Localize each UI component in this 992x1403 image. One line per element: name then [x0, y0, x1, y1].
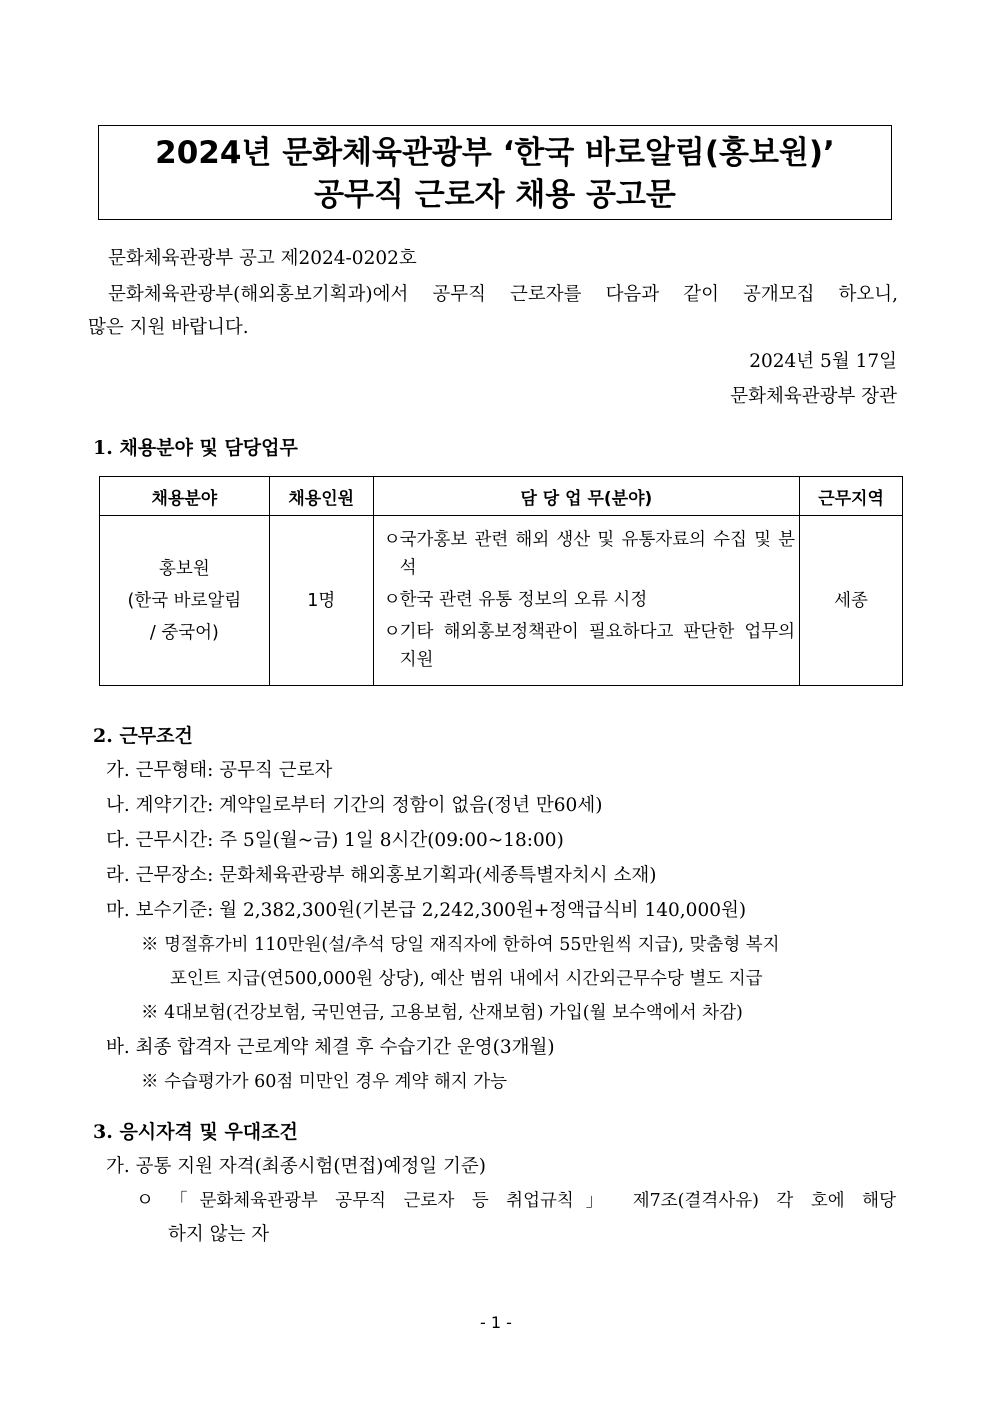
bullet-mark: ㅇ — [383, 589, 401, 610]
field-line: 홍보원 — [159, 558, 210, 579]
condition-item: 나. 계약기간: 계약일로부터 기간의 정함이 없음(정년 만60세) — [106, 795, 603, 816]
bullet-mark: ㅇ — [383, 529, 401, 550]
header-count: 채용인원 — [269, 477, 373, 516]
qualification-bullet-line-1: 「문화체육관광부 공무직 근로자 등 취업규칙」 제7조(결격사유) 각 호에 해당 — [170, 1191, 896, 1211]
intro-line-1: 문화체육관광부(해외홍보기획과)에서 공무직 근로자를 다음과 같이 공개모집 하오니, — [108, 284, 898, 305]
qualification-bullet-line-2: 하지 않는 자 — [168, 1224, 270, 1245]
title-box — [98, 125, 892, 220]
field-line: (한국 바로알림 — [127, 590, 242, 611]
duty-text: 한국 관련 유통 정보의 오류 시정 — [399, 589, 648, 610]
header-field: 채용분야 — [100, 477, 270, 516]
condition-item-probation: 바. 최종 합격자 근로계약 체결 후 수습기간 운영(3개월) — [106, 1037, 555, 1058]
recruitment-table — [99, 476, 903, 686]
duty-text: 기타 해외홍보정책관이 필요하다고 판단한 업무의 지원 — [399, 621, 796, 670]
note-insurance: ※ 4대보험(건강보험, 국민연금, 고용보험, 산재보험) 가입(월 보수액에서 차감) — [141, 1003, 743, 1023]
condition-item: 라. 근무장소: 문화체육관광부 해외홍보기획과(세종특별자치시 소재) — [106, 865, 657, 886]
header-location: 근무지역 — [800, 477, 903, 516]
intro-line-2: 많은 지원 바랍니다. — [88, 317, 249, 338]
note-holiday-line-1: ※ 명절휴가비 110만원(설/추석 당일 재직자에 한하여 55만원씩 지급), 맞춤형 복지 — [141, 935, 780, 955]
table-header-row — [100, 477, 903, 516]
duty-item — [384, 586, 795, 614]
table-row — [100, 516, 903, 686]
cell-duties — [373, 516, 799, 686]
cell-location: 세종 — [800, 516, 903, 686]
duty-item — [384, 526, 795, 582]
cell-count: 1명 — [269, 516, 373, 686]
cell-field — [100, 516, 270, 686]
bullet-mark: ㅇ — [136, 1190, 154, 1211]
title-line-1: 2024년 문화체육관광부 ‘한국 바로알림(홍보원)’ — [155, 135, 835, 171]
notice-number: 문화체육관광부 공고 제2024-0202호 — [108, 248, 417, 269]
duty-item — [384, 618, 795, 674]
condition-item: 가. 근무형태: 공무직 근로자 — [106, 760, 333, 781]
qualification-item: 가. 공통 지원 자격(최종시험(면접)예정일 기준) — [106, 1156, 486, 1177]
section-2-heading: 2. 근무조건 — [93, 725, 193, 747]
notice-date: 2024년 5월 17일 — [749, 351, 897, 372]
page-number: - 1 - — [480, 1313, 512, 1332]
field-line: / 중국어) — [149, 622, 219, 643]
note-probation: ※ 수습평가가 60점 미만인 경우 계약 해지 가능 — [141, 1072, 508, 1092]
bullet-mark: ㅇ — [383, 621, 401, 642]
issuer: 문화체육관광부 장관 — [730, 386, 897, 407]
note-holiday-line-2: 포인트 지급(연500,000원 상당), 예산 범위 내에서 시간외근무수당 별도 지급 — [170, 969, 763, 989]
condition-item: 마. 보수기준: 월 2,382,300원(기본급 2,242,300원+정액급식비 140,000원) — [106, 900, 747, 921]
section-1-heading: 1. 채용분야 및 담당업무 — [93, 437, 298, 459]
duty-text: 국가홍보 관련 해외 생산 및 유통자료의 수집 및 분석 — [399, 529, 796, 578]
title-line-2: 공무직 근로자 채용 공고문 — [314, 177, 676, 213]
section-3-heading: 3. 응시자격 및 우대조건 — [93, 1121, 298, 1143]
header-duties: 담 당 업 무(분야) — [373, 477, 799, 516]
condition-item: 다. 근무시간: 주 5일(월~금) 1일 8시간(09:00~18:00) — [106, 830, 564, 851]
